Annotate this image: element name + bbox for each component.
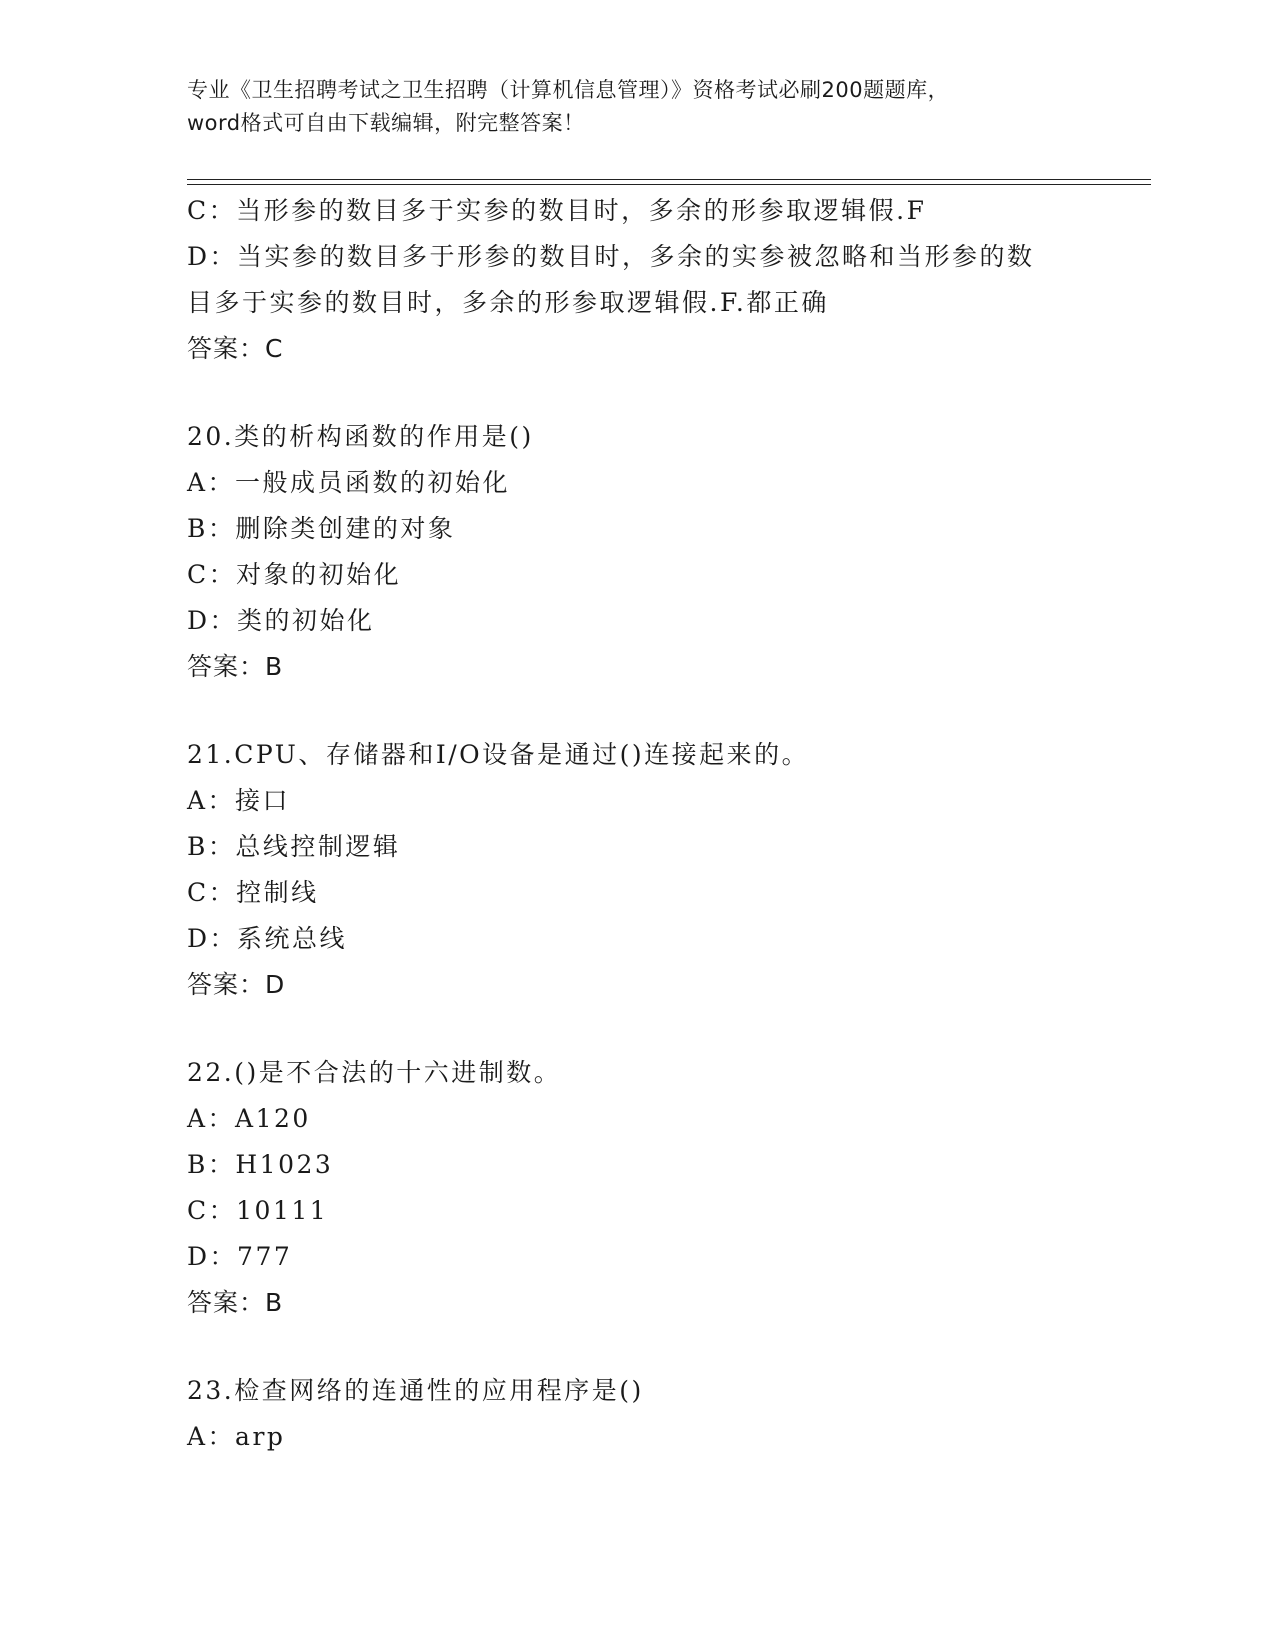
option-c: C：当形参的数目多于实参的数目时，多余的形参取逻辑假.F: [187, 196, 927, 225]
header-divider-top: [187, 179, 1151, 180]
option-d-continued: 目多于实参的数目时，多余的形参取逻辑假.F.都正确: [187, 288, 829, 317]
question-title: 22.()是不合法的十六进制数。: [187, 1058, 562, 1087]
option-a: A：接口: [187, 786, 291, 815]
header-divider-bottom: [187, 184, 1151, 185]
option-a: A：A120: [187, 1104, 311, 1133]
question-title: 21.CPU、存储器和I/O设备是通过()连接起来的。: [187, 740, 810, 769]
option-a: A：arp: [187, 1422, 286, 1451]
option-c: C：控制线: [187, 878, 319, 907]
option-a: A：一般成员函数的初始化: [187, 468, 511, 497]
answer: 答案：D: [187, 970, 286, 999]
question-list: [187, 188, 1087, 1460]
option-c: C：10111: [187, 1196, 329, 1225]
question-20: [187, 414, 1087, 690]
previous-question-tail: [187, 188, 1087, 372]
answer: 答案：C: [187, 334, 284, 363]
answer: 答案：B: [187, 652, 284, 681]
option-b: B：总线控制逻辑: [187, 832, 401, 861]
question-21: [187, 732, 1087, 1008]
option-d: D：当实参的数目多于形参的数目时，多余的实参被忽略和当形参的数: [187, 242, 1035, 271]
option-d: D：777: [187, 1242, 293, 1271]
option-d: D：类的初始化: [187, 606, 375, 635]
question-22: [187, 1050, 1087, 1326]
option-d: D：系统总线: [187, 924, 348, 953]
document-header: [187, 74, 1087, 140]
header-title-line-1: 专业《卫生招聘考试之卫生招聘（计算机信息管理）》资格考试必刷200题题库，: [187, 78, 950, 102]
option-b: B：删除类创建的对象: [187, 514, 456, 543]
option-b: B：H1023: [187, 1150, 334, 1179]
question-23: [187, 1368, 1087, 1460]
option-c: C：对象的初始化: [187, 560, 402, 589]
answer: 答案：B: [187, 1288, 284, 1317]
question-title: 20.类的析构函数的作用是(): [187, 422, 534, 451]
question-title: 23.检查网络的连通性的应用程序是(): [187, 1376, 644, 1405]
header-title-line-2: word格式可自由下载编辑，附完整答案！: [187, 111, 585, 135]
